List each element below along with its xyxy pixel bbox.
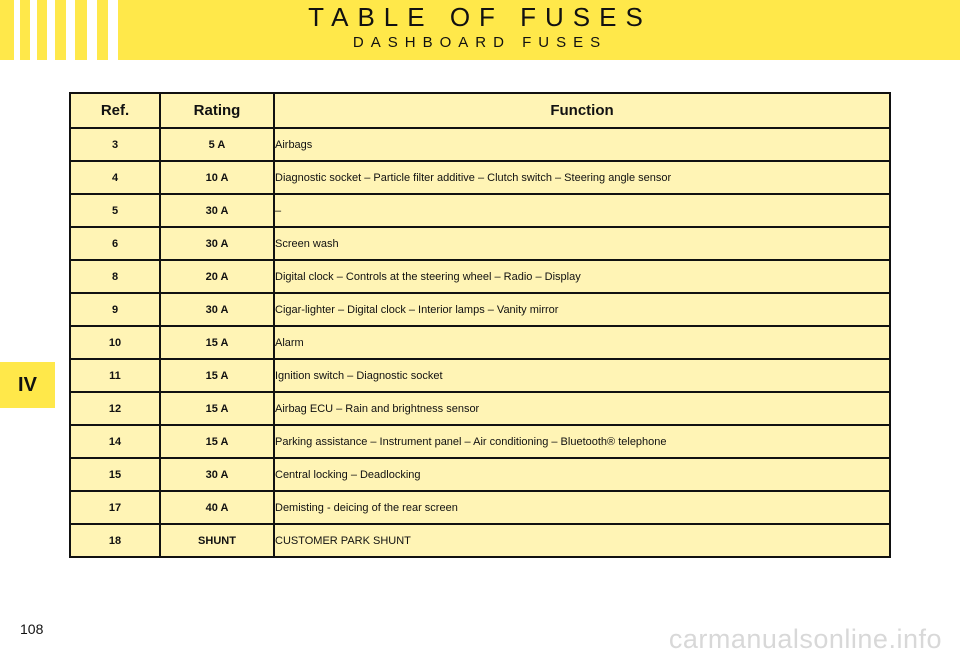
fuse-ref-cell: 12 [70, 392, 160, 425]
fuse-ref-cell: 17 [70, 491, 160, 524]
fuse-rating-cell: 10 A [160, 161, 274, 194]
fuse-function-cell: Airbag ECU – Rain and brightness sensor [274, 392, 890, 425]
page-subtitle: DASHBOARD FUSES [352, 34, 608, 51]
column-header-rating: Rating [160, 93, 274, 128]
fuse-ref-cell: 18 [70, 524, 160, 557]
table-row [70, 260, 890, 293]
fuse-ref-cell: 3 [70, 128, 160, 161]
table-row [70, 458, 890, 491]
fuse-rating-cell: 30 A [160, 227, 274, 260]
fuse-ref-cell: 11 [70, 359, 160, 392]
fuse-table [69, 92, 891, 558]
table-header-row [70, 93, 890, 128]
fuse-rating-cell: 30 A [160, 194, 274, 227]
fuse-ref-cell: 9 [70, 293, 160, 326]
table-row [70, 194, 890, 227]
fuse-ref-cell: 5 [70, 194, 160, 227]
fuse-rating-cell: SHUNT [160, 524, 274, 557]
chapter-tab: IV [0, 362, 55, 408]
table-row [70, 128, 890, 161]
fuse-function-cell: Diagnostic socket – Particle filter additive – Clutch switch – Steering angle sensor [274, 161, 890, 194]
table-row [70, 524, 890, 557]
table-row [70, 425, 890, 458]
fuse-ref-cell: 15 [70, 458, 160, 491]
fuse-rating-cell: 5 A [160, 128, 274, 161]
header-band [0, 0, 960, 60]
fuse-rating-cell: 15 A [160, 326, 274, 359]
fuse-function-cell: Screen wash [274, 227, 890, 260]
fuse-function-cell: Airbags [274, 128, 890, 161]
fuse-function-cell: Central locking – Deadlocking [274, 458, 890, 491]
fuse-function-cell: Parking assistance – Instrument panel – Air conditioning – Bluetooth® telephone [274, 425, 890, 458]
fuse-rating-cell: 40 A [160, 491, 274, 524]
fuse-rating-cell: 15 A [160, 392, 274, 425]
page-number: 108 [20, 621, 44, 637]
fuse-ref-cell: 8 [70, 260, 160, 293]
fuse-rating-cell: 15 A [160, 425, 274, 458]
fuse-function-cell: Ignition switch – Diagnostic socket [274, 359, 890, 392]
fuse-function-cell: Cigar-lighter – Digital clock – Interior lamps – Vanity mirror [274, 293, 890, 326]
fuse-ref-cell: 6 [70, 227, 160, 260]
fuse-rating-cell: 15 A [160, 359, 274, 392]
table-row [70, 161, 890, 194]
fuse-function-cell: Demisting - deicing of the rear screen [274, 491, 890, 524]
fuse-function-cell: Alarm [274, 326, 890, 359]
table-row [70, 293, 890, 326]
table-row [70, 491, 890, 524]
fuse-ref-cell: 4 [70, 161, 160, 194]
fuse-rating-cell: 30 A [160, 458, 274, 491]
table-row [70, 392, 890, 425]
column-header-ref: Ref. [70, 93, 160, 128]
fuse-function-cell: – [274, 194, 890, 227]
table-row [70, 359, 890, 392]
table-row [70, 326, 890, 359]
fuse-table-body [70, 128, 890, 557]
fuse-ref-cell: 14 [70, 425, 160, 458]
fuse-rating-cell: 20 A [160, 260, 274, 293]
page-title: TABLE OF FUSES [308, 2, 652, 32]
fuse-function-cell: Digital clock – Controls at the steering wheel – Radio – Display [274, 260, 890, 293]
fuse-function-cell: CUSTOMER PARK SHUNT [274, 524, 890, 557]
watermark: carmanualsonline.info [668, 624, 942, 654]
fuse-rating-cell: 30 A [160, 293, 274, 326]
column-header-function: Function [274, 93, 890, 128]
fuse-ref-cell: 10 [70, 326, 160, 359]
table-row [70, 227, 890, 260]
